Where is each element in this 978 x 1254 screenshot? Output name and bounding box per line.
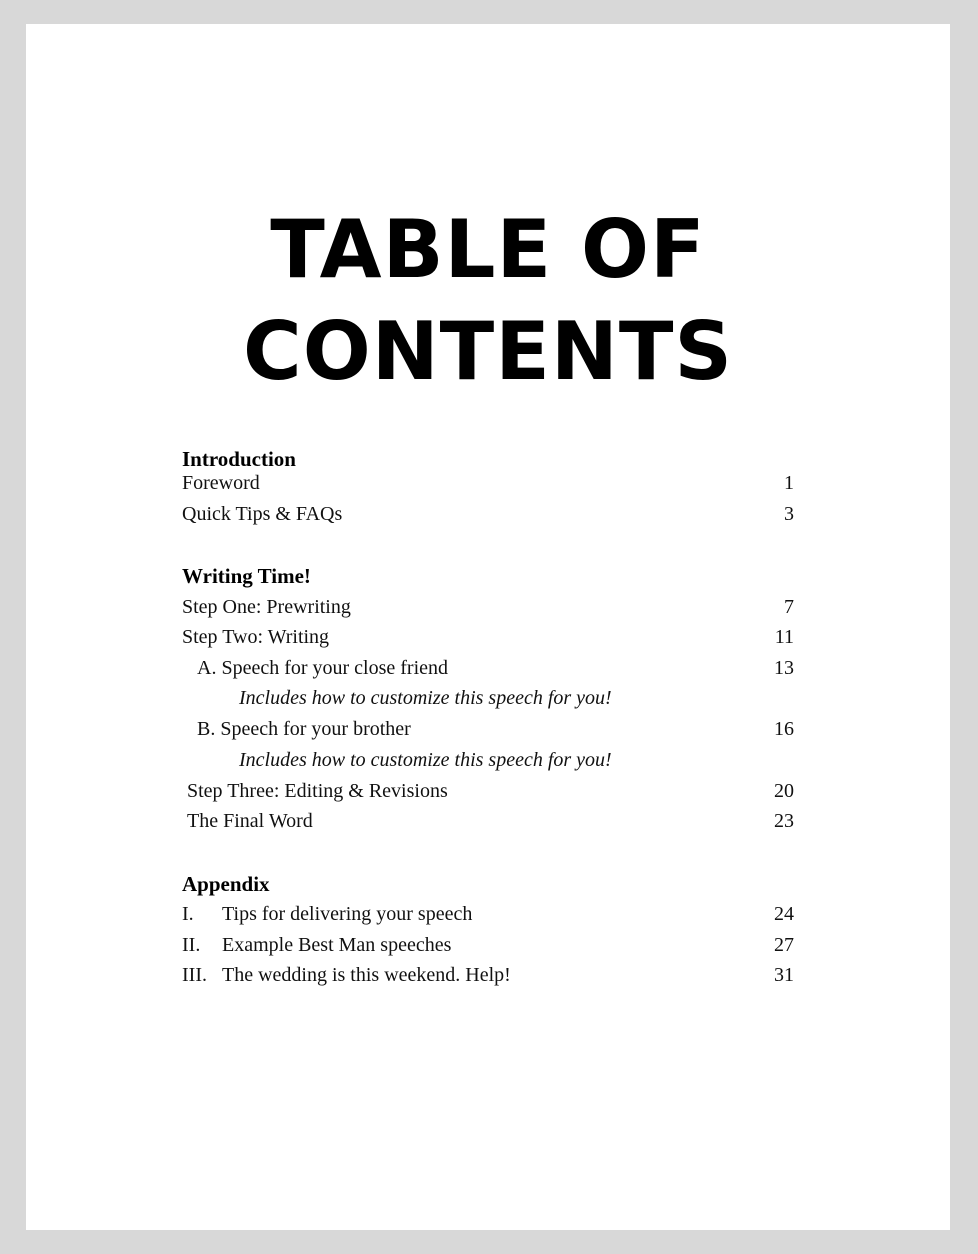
page-title-line-1: TABLE OF bbox=[270, 203, 706, 296]
toc-entry-label: Step Two: Writing bbox=[182, 626, 330, 648]
toc-entry-step-one bbox=[182, 594, 794, 620]
toc-entry-label: The wedding is this weekend. Help! bbox=[222, 964, 511, 986]
toc-entry-label: A. Speech for your close friend bbox=[197, 657, 449, 679]
toc-entry-label: Foreword bbox=[182, 472, 260, 494]
toc-entry-label: Example Best Man speeches bbox=[222, 934, 452, 956]
toc-entry-page: 11 bbox=[774, 626, 794, 648]
toc-entry-label: Quick Tips & FAQs bbox=[182, 503, 343, 525]
toc-entry-page: 3 bbox=[784, 503, 794, 525]
toc-entry-final-word bbox=[182, 808, 794, 834]
toc-entry-page: 31 bbox=[774, 964, 794, 986]
section-heading-introduction: Introduction bbox=[182, 447, 296, 471]
toc-entry-foreword bbox=[182, 470, 794, 496]
toc-entry-appendix-2 bbox=[182, 932, 794, 958]
toc-entry-speech-brother bbox=[182, 716, 794, 742]
toc-entry-note: Includes how to customize this speech for you! bbox=[239, 687, 612, 709]
section-heading-writing-time: Writing Time! bbox=[182, 564, 311, 588]
toc-entry-page: 16 bbox=[774, 718, 794, 740]
toc-entry-speech-close-friend bbox=[182, 655, 794, 681]
toc-entry-label: Tips for delivering your speech bbox=[222, 903, 473, 925]
toc-entry-step-two bbox=[182, 624, 794, 650]
toc-entry-appendix-3 bbox=[182, 962, 794, 988]
toc-entry-note: Includes how to customize this speech for you! bbox=[239, 749, 612, 771]
document-page bbox=[26, 24, 950, 1230]
toc-entry-numeral: II. bbox=[182, 934, 201, 956]
toc-entry-appendix-1 bbox=[182, 901, 794, 927]
toc-entry-page: 23 bbox=[774, 810, 794, 832]
toc-entry-page: 7 bbox=[784, 596, 794, 618]
toc-entry-label: The Final Word bbox=[187, 810, 313, 832]
toc-entry-page: 27 bbox=[774, 934, 794, 956]
toc-entry-page: 1 bbox=[784, 472, 794, 494]
toc-entry-numeral: III. bbox=[182, 964, 207, 986]
page-title-line-2: CONTENTS bbox=[242, 305, 734, 398]
toc-entry-step-three bbox=[182, 778, 794, 804]
section-heading-appendix: Appendix bbox=[182, 872, 270, 896]
toc-entry-label: Step One: Prewriting bbox=[182, 596, 351, 618]
toc-entry-page: 20 bbox=[774, 780, 794, 802]
toc-entry-page: 24 bbox=[774, 903, 794, 925]
toc-entry-quick-tips bbox=[182, 501, 794, 527]
toc-entry-numeral: I. bbox=[182, 903, 194, 925]
toc-entry-label: Step Three: Editing & Revisions bbox=[187, 780, 448, 802]
toc-entry-page: 13 bbox=[774, 657, 794, 679]
toc-entry-label: B. Speech for your brother bbox=[197, 718, 411, 740]
